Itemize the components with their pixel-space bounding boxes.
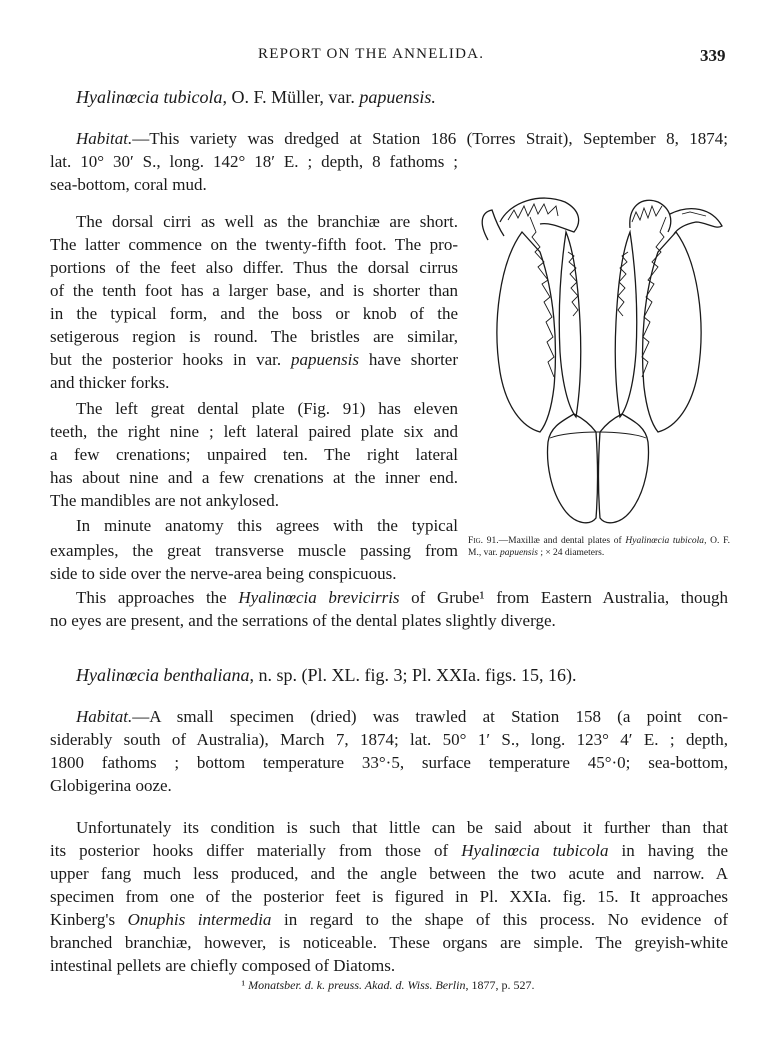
body-line: branched branchiæ, however, is noticeable. These organs are simple. The greyish-white [50, 933, 728, 952]
habitat-line: siderably south of Australia), March 7, 1874; lat. 50° 1′ S., long. 123° 4′ E. ; depth, [50, 730, 728, 749]
body-line: The latter commence on the twenty-fifth foot. The pro- [50, 235, 458, 254]
body-line: of the tenth foot has a larger base, and is shorter than [50, 281, 458, 300]
body-line: This approaches the Hyalinœcia brevicirris of Grube¹ from Eastern Australia, though [76, 588, 728, 607]
habitat-line: Habitat.—A small specimen (dried) was trawled at Station 158 (a point con- [76, 707, 728, 726]
body-line: Kinberg's Onuphis intermedia in regard to the shape of this process. No evidence of [50, 910, 728, 929]
right-maxilla-cap [630, 200, 671, 232]
left-maxilla-cap [500, 198, 579, 232]
body-line: side to side over the nerve-area being conspicuous. [50, 564, 397, 583]
body-line: Unfortunately its condition is such that little can be said about it further than that [76, 818, 728, 837]
body-line: but the posterior hooks in var. papuensis have shorter [50, 350, 458, 369]
habitat-line: Globigerina ooze. [50, 776, 172, 795]
body-line: its posterior hooks differ materially from those of Hyalinœcia tubicola in having the [50, 841, 728, 860]
body-line: and thicker forks. [50, 373, 170, 392]
body-line: setigerous region is round. The bristles are similar, [50, 327, 458, 346]
right-hook [670, 209, 722, 234]
right-dental-plate [642, 217, 666, 377]
right-mandible [599, 414, 649, 523]
mandible-junction [550, 432, 646, 438]
left-dental-plate [530, 217, 554, 377]
left-inner-plate [559, 232, 581, 417]
body-line: a few crenations; unpaired ten. The right lateral [50, 445, 458, 464]
body-line: in the typical form, and the boss or knob of the [50, 304, 458, 323]
body-line: intestinal pellets are chiefly composed of Diatoms. [50, 956, 396, 975]
body-line: portions of the feet also differ. Thus the dorsal cirrus [50, 258, 458, 277]
body-line: no eyes are present, and the serrations of the dental plates slightly diverge. [50, 611, 556, 630]
figure-91-maxillae [470, 192, 728, 537]
body-line: The mandibles are not ankylosed. [50, 491, 279, 510]
body-line: specimen from one of the posterior feet is figured in Pl. XXIa. fig. 15. It approaches [50, 887, 728, 906]
section-heading-tubicola: Hyalinœcia tubicola, O. F. Müller, var. papuensis. [76, 87, 436, 107]
right-maxilla-outline [643, 232, 702, 432]
body-line: The left great dental plate (Fig. 91) has eleven [76, 399, 458, 418]
right-lateral-plate [632, 206, 662, 222]
left-hook [482, 210, 504, 240]
section-heading-benthaliana: Hyalinœcia benthaliana, n. sp. (Pl. XL. fig. 3; Pl. XXIa. figs. 15, 16). [76, 665, 577, 685]
running-title: REPORT ON THE ANNELIDA. [258, 46, 485, 62]
habitat-line: lat. 10° 30′ S., long. 142° 18′ E. ; depth, 8 fathoms ; [50, 152, 458, 171]
body-line: teeth, the right nine ; left lateral paired plate six and [50, 422, 458, 441]
body-line: The dorsal cirri as well as the branchiæ are short. [76, 212, 458, 231]
figure-caption: Fig. 91.—Maxillæ and dental plates of Hyalinœcia tubicola, O. F. M., var. papuensis ; × 24 diameters. [468, 536, 731, 558]
body-line: examples, the great transverse muscle passing from [50, 541, 458, 560]
right-inner-plate [615, 232, 637, 417]
habitat-line: Habitat.—This variety was dredged at Station 186 (Torres Strait), September 8, 1874; [76, 129, 728, 148]
right-hook-detail [682, 212, 706, 216]
body-line: In minute anatomy this agrees with the typical [76, 516, 458, 535]
left-maxilla-outline [497, 232, 556, 432]
habitat-line: sea-bottom, coral mud. [50, 175, 207, 194]
habitat-line: 1800 fathoms ; bottom temperature 33°·5, surface temperature 45°·0; sea-bottom, [50, 753, 728, 772]
running-header [0, 46, 776, 70]
page-number: 339 [700, 46, 726, 65]
footnote: ¹ Monatsber. d. k. preuss. Akad. d. Wiss. Berlin, 1877, p. 527. [241, 978, 535, 992]
body-line: upper fang much less produced, and the angle between the two acute and narrow. A [50, 864, 728, 883]
body-line: has about nine and a few crenations at the inner end. [50, 468, 458, 487]
left-mandible [548, 414, 598, 523]
